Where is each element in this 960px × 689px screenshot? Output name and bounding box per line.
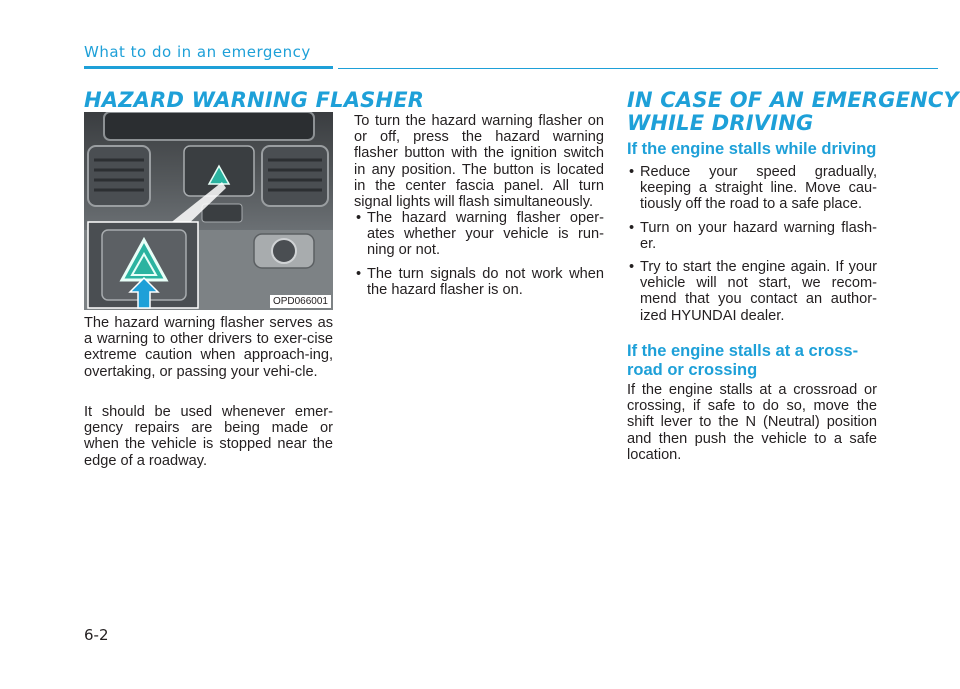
stall-crossroad-subheading-line1: If the engine stalls at a cross- [627,342,859,360]
header-rule-thick [84,66,333,69]
left-paragraph-2: It should be used whenever emer-gency repairs are being made or when the vehicle is stopped near the edge of a roadway. [84,404,333,469]
middle-bullet-list [354,210,604,305]
middle-paragraph: To turn the hazard warning flasher on or off, press the hazard warning flasher button with the ignition switch in any position. The button is located in the center fascia panel. All turn signal lights will flash simultaneously. [354,113,604,211]
header-rule-thin [338,68,938,69]
stall-driving-subheading: If the engine stalls while driving [627,140,877,158]
list-item: • The hazard warning flasher oper-ates whether your vehicle is run-ning or not. [354,210,604,259]
hazard-heading: HAZARD WARNING FLASHER [84,88,425,112]
right-bullet-list [627,164,877,331]
stall-crossroad-subheading-line2: road or crossing [627,361,758,379]
hazard-button-figure [84,112,333,310]
left-paragraph-1: The hazard warning flasher serves as a warning to other drivers to exer-cise extreme caution when approach-ing, overtaking, or passing your vehi-cle. [84,315,333,380]
dashboard-illustration [84,112,333,310]
list-item: • Try to start the engine again. If your vehicle will not start, we recom-mend that you contact an author-ized HYUNDAI dealer. [627,259,877,324]
right-final-paragraph: If the engine stalls at a crossroad or crossing, if safe to do so, move the shift lever to the N (Neutral) position and then push the vehicle to a safe location. [627,382,877,463]
section-label: What to do in an emergency [84,43,311,61]
emergency-heading-line2: WHILE DRIVING [627,111,814,135]
page-number: 6-2 [84,626,109,644]
figure-code: OPD066001 [270,295,331,308]
list-item: • Turn on your hazard warning flash-er. [627,220,877,252]
emergency-heading-line1: IN CASE OF AN EMERGENCY [627,88,959,112]
list-item: • The turn signals do not work when the hazard flasher is on. [354,266,604,298]
list-item: • Reduce your speed gradually, keeping a straight line. Move cau-tiously off the road to a safe place. [627,164,877,213]
